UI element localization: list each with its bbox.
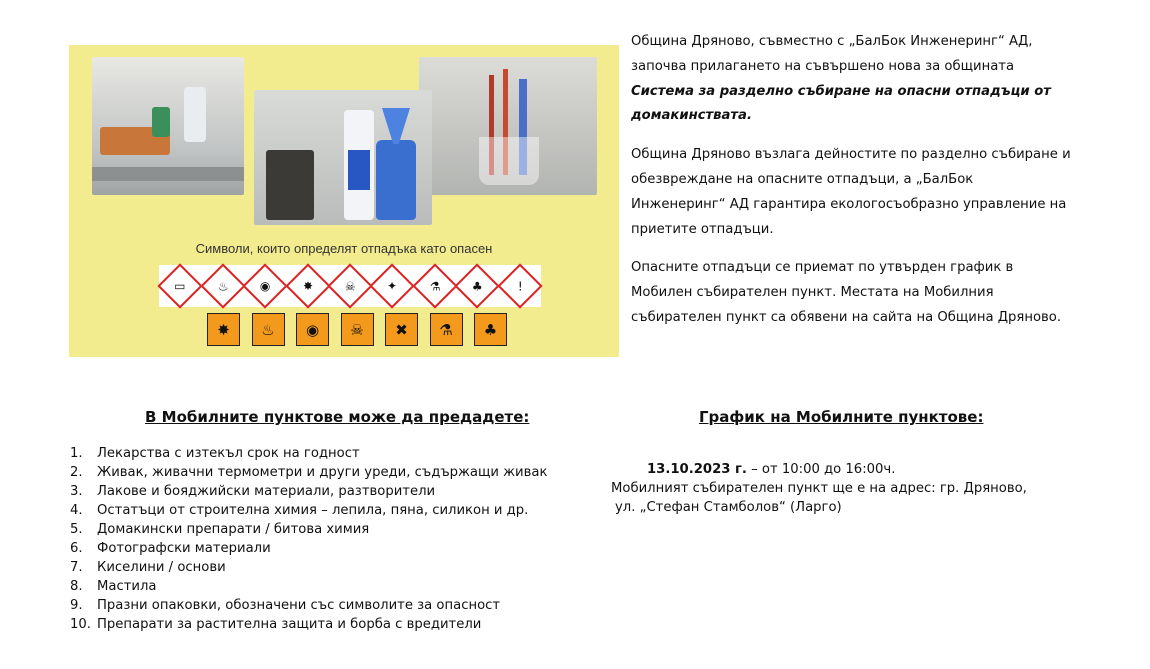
photo-caption: Символи, които определят отпадъка като опасен [195,241,493,256]
list-item: 4. Остатъци от строителна химия – лепила, пяна, силикон и др. [70,503,529,518]
list-item: 8. Мастила [70,579,157,594]
medicine-photo [92,57,244,195]
exploding-bomb-icon: ✸ [285,263,330,308]
list-item: 7. Киселини / основи [70,560,226,575]
list-item: 3. Лакове и бояджийски материали, разтворители [70,484,436,499]
schedule-date-line [611,460,1027,479]
list-item: 6. Фотографски материали [70,541,271,556]
flammable-icon: ♨ [252,313,285,346]
schedule-heading: График на Мобилните пунктове: [699,408,984,426]
exclamation-icon: ! [497,263,542,308]
oxidizing-icon: ◉ [296,313,329,346]
environment-icon: ♣ [455,263,500,308]
gas-cylinder-icon: ▭ [158,263,203,308]
accepted-items-list [70,444,547,634]
list-item: 1. Лекарства с изтекъл срок на годност [70,446,360,461]
list-item: 9. Празни опаковки, обозначени със символите за опасност [70,598,501,613]
skull-icon: ☠ [327,263,372,308]
accepted-items-heading: В Мобилните пунктове може да предадете: [145,408,530,426]
list-item: 10. Препарати за растителна защита и борба с вредители [70,617,482,632]
chemicals-photo [254,90,432,225]
list-item: 5. Домакински препарати / битова химия [70,522,370,537]
schedule-time: – от 10:00 до 16:00ч. [746,462,896,477]
schedule-address-line: Мобилният събирателен пункт ще е на адрес: гр. Дряново, [611,481,1027,496]
hazardous-waste-image [69,45,619,357]
intro-paragraph-3: Опасните отпадъци се приемат по утвърден график в Мобилен събирателен пункт. Местата на Мобилния събирателен пункт са обявени на сайта на Община Дряново. [631,260,1062,325]
intro-p1-text: Община Дряново, съвместно с „БалБок Инженеринг“ АД, започва прилагането на съвършено нова за общината [631,34,1033,74]
schedule-date: 13.10.2023 г. [647,462,747,477]
schedule-street-line: ул. „Стефан Стамболов“ (Ларго) [615,500,842,515]
explosive-icon: ✸ [207,313,240,346]
intro-paragraph-1 [631,30,1071,129]
intro-paragraph-2: Община Дряново възлага дейностите по разделно събиране и обезвреждане на опасните отпадъци, а „БалБок Инженеринг“ АД гарантира екологосъобразно управление на приетите отпадъци. [631,147,1071,237]
corrosion-icon: ⚗ [412,263,457,308]
intro-p1-bold: Система за разделно събиране на опасни отпадъци от домакинствата. [631,83,1051,124]
intro-text [631,30,1071,345]
thermometers-photo [419,57,597,195]
health-hazard-icon: ✦ [370,263,415,308]
flame-icon: ♨ [200,263,245,308]
list-item: 2. Живак, живачни термометри и други уреди, съдържащи живак [70,465,548,480]
old-hazard-symbols-row [207,313,507,347]
toxic-icon: ☠ [341,313,374,346]
schedule-details [611,460,1027,517]
corrosive-icon: ⚗ [430,313,463,346]
ghs-symbols-row [159,265,541,307]
flame-over-circle-icon: ◉ [242,263,287,308]
environment-icon: ♣ [474,313,507,346]
harmful-icon: ✖ [385,313,418,346]
